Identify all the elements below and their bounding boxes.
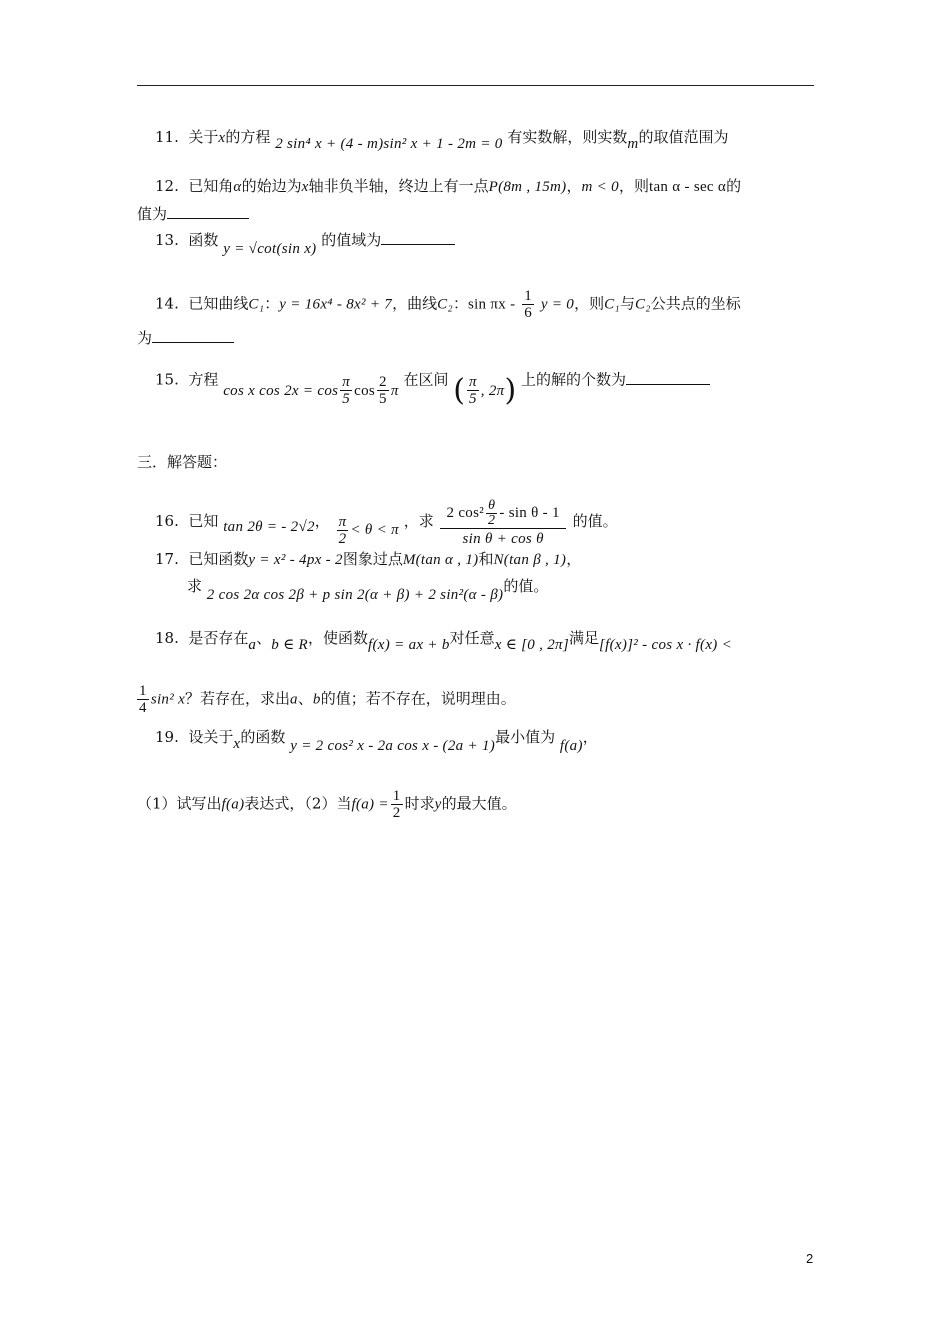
math-var: a	[248, 637, 257, 653]
question-13	[155, 230, 455, 257]
question-12	[155, 176, 741, 197]
question-text: 轴非负半轴，终边上有一点	[308, 177, 489, 195]
math-equation: y = 2 cos² x - 2a cos x - (2a + 1)	[290, 738, 496, 754]
math-curve: C₂	[437, 296, 453, 313]
question-text: ，	[566, 177, 582, 195]
math-condition	[335, 513, 399, 547]
math-part: < θ < π	[350, 522, 399, 538]
question-text: 的方程	[225, 128, 271, 146]
math-var: α	[233, 179, 242, 195]
fraction-numerator: 1	[524, 288, 533, 304]
math-expression: tan α - sec α	[648, 179, 727, 195]
question-text: ，	[314, 512, 330, 530]
question-number: 12.	[155, 177, 179, 195]
fraction-numerator: π	[338, 513, 347, 530]
question-19	[155, 727, 598, 754]
fraction-denominator: 2	[338, 530, 347, 547]
math-equation: y = √cot(sin x)	[223, 241, 317, 257]
header-rule	[137, 85, 814, 86]
question-text: 求	[187, 577, 203, 595]
fraction-numerator: π	[468, 374, 477, 390]
math-function: f(a)	[221, 796, 245, 813]
fraction-denominator: 6	[524, 305, 533, 321]
math-function: f(a)	[559, 738, 583, 754]
question-text: 为	[137, 329, 153, 347]
math-fraction	[522, 288, 534, 321]
question-text: 表达式，（2）当	[244, 794, 352, 813]
fraction-denominator: 5	[468, 391, 477, 407]
question-text: 值为	[137, 205, 168, 223]
question-number: 18.	[155, 629, 179, 647]
question-text: ，求	[403, 512, 434, 530]
math-fraction	[337, 514, 349, 547]
math-var: b	[312, 691, 321, 708]
question-text: 是否存在	[188, 629, 249, 647]
fraction-denominator: 5	[342, 391, 351, 407]
math-point: N(tan β , 1)	[493, 552, 567, 568]
question-text: 公共点的坐标	[650, 294, 741, 313]
math-curve: C₁	[248, 296, 265, 313]
fraction-numerator: θ	[488, 498, 496, 513]
question-text: 与	[619, 294, 635, 313]
math-equation: 2 sin⁴ x + (4 - m)sin² x + 1 - 2m = 0	[275, 136, 503, 152]
math-part: sin² x	[150, 691, 186, 708]
question-text: 有实数解，则实数	[507, 128, 628, 146]
question-text: 对任意	[449, 629, 495, 647]
fraction-numerator: 2	[379, 374, 387, 390]
math-part: 2 cos²	[446, 504, 485, 521]
math-equation: y = 16x⁴ - 8x² + 7	[279, 296, 393, 313]
math-part: π	[390, 382, 399, 399]
answer-blank	[152, 328, 234, 343]
question-text: 关于	[188, 128, 219, 146]
math-equation: sin πx -	[467, 296, 516, 313]
question-text: ，则	[574, 294, 605, 313]
question-text: 、	[256, 629, 272, 647]
question-text: 、	[297, 689, 313, 708]
math-part: cos x cos 2x = cos	[223, 382, 339, 399]
fraction-denominator: 2	[488, 513, 496, 528]
question-text: ，则	[618, 177, 649, 195]
question-12-cont	[137, 204, 249, 224]
section-heading: 三．解答题：	[137, 453, 228, 471]
math-equation: y = x² - 4px - 2	[248, 552, 343, 568]
question-number: 14.	[155, 294, 179, 313]
math-interval: ( $\frac{\pi}{5}$ , 2π)	[453, 372, 517, 408]
question-text: ，使函数	[308, 629, 369, 647]
fraction-numerator: 1	[139, 683, 147, 699]
math-var: x	[218, 130, 226, 146]
math-fraction	[137, 683, 149, 716]
math-condition: m < 0	[581, 179, 619, 195]
question-number: 15.	[155, 370, 179, 389]
question-number: 11.	[155, 128, 179, 146]
math-part: - sin θ - 1	[499, 504, 560, 521]
fraction-denominator: 5	[379, 391, 387, 407]
question-text: 图象过点	[342, 550, 403, 568]
math-part: , 2π	[480, 382, 505, 399]
question-14	[155, 288, 741, 321]
math-point: M(tan α , 1)	[402, 552, 479, 568]
fraction-numerator	[440, 499, 565, 529]
question-text: 已知函数	[188, 550, 249, 568]
math-curve: C₂	[634, 296, 651, 313]
question-text: 的值。	[503, 577, 549, 595]
fraction-numerator: π	[342, 374, 351, 390]
question-number: 17.	[155, 550, 179, 568]
math-var: x	[301, 179, 309, 195]
question-17-cont	[187, 576, 549, 603]
math-fraction	[340, 374, 352, 407]
question-text: 的	[726, 177, 742, 195]
question-number: 16.	[155, 512, 179, 530]
answer-blank	[381, 230, 455, 245]
question-text: ？若存在，求出	[185, 689, 291, 708]
math-fraction	[391, 788, 403, 821]
math-fraction	[377, 374, 389, 407]
question-text: 在区间	[403, 370, 449, 389]
question-18	[155, 628, 733, 653]
question-text: 的取值范围为	[638, 128, 729, 146]
question-14-cont	[137, 328, 234, 348]
math-equation: f(a) =	[351, 796, 389, 813]
fraction-denominator: 2	[392, 805, 401, 821]
question-11	[155, 127, 729, 152]
question-text: 的函数	[240, 728, 286, 746]
question-text: 时求	[404, 794, 435, 813]
math-big-fraction	[440, 499, 565, 549]
math-var: a	[290, 691, 298, 708]
page-number: 2	[806, 1251, 814, 1266]
question-text: 的始边为	[241, 177, 302, 195]
question-text: 已知角	[188, 177, 234, 195]
question-text: 的值域为	[321, 231, 382, 249]
math-fraction	[467, 374, 479, 407]
answer-blank	[626, 370, 710, 385]
question-text: 函数	[188, 231, 219, 249]
fraction-numerator: 1	[392, 788, 401, 804]
answer-blank	[167, 204, 249, 219]
math-var: x	[233, 736, 241, 752]
question-text: 最小值为	[495, 728, 556, 746]
question-19-parts	[137, 788, 517, 821]
fraction-denominator: sin θ + cos θ	[462, 531, 544, 547]
question-16	[155, 497, 618, 547]
math-var: y	[434, 796, 442, 813]
math-fraction	[486, 499, 497, 528]
math-var: b ∈ R	[271, 637, 309, 653]
question-text: 满足	[569, 629, 600, 647]
question-text: 已知	[188, 512, 219, 530]
question-text: 的值。	[572, 512, 618, 530]
question-text: ，曲线	[392, 294, 438, 313]
question-17	[155, 549, 581, 570]
math-part: cos	[354, 382, 376, 399]
math-function: f(x) = ax + b	[368, 637, 450, 653]
question-number: 19.	[155, 728, 179, 746]
question-text: 方程	[188, 370, 219, 389]
math-inequality: [f(x)]² - cos x · f(x) <	[599, 637, 733, 653]
math-curve: C₁	[604, 296, 620, 313]
math-equation: tan 2θ = - 2√2	[223, 519, 315, 535]
question-15	[155, 364, 710, 408]
math-equation: y = 0	[540, 296, 575, 313]
math-expression: 2 cos 2α cos 2β + p sin 2(α + β) + 2 sin²(α - β)	[206, 587, 504, 603]
math-equation	[223, 374, 403, 407]
question-text: ，	[582, 728, 598, 746]
question-text: 设关于	[188, 728, 234, 746]
math-var: m	[627, 136, 639, 152]
question-text: 和	[478, 550, 494, 568]
question-text: 的最大值。	[441, 794, 517, 813]
question-text: ：	[264, 294, 280, 313]
question-text: （1）试写出	[137, 794, 222, 813]
fraction-denominator: 4	[139, 700, 147, 716]
question-18-cont	[137, 683, 516, 716]
question-text: 已知曲线	[188, 294, 249, 313]
math-domain: x ∈ [0 , 2π]	[494, 637, 569, 653]
question-text: 的值；若不存在，说明理由。	[320, 689, 516, 708]
question-number: 13.	[155, 231, 179, 249]
math-point: P(8m , 15m)	[488, 179, 567, 195]
question-text: 上的解的个数为	[521, 370, 627, 389]
question-text: ，	[566, 550, 582, 568]
question-text: ：	[452, 294, 468, 313]
